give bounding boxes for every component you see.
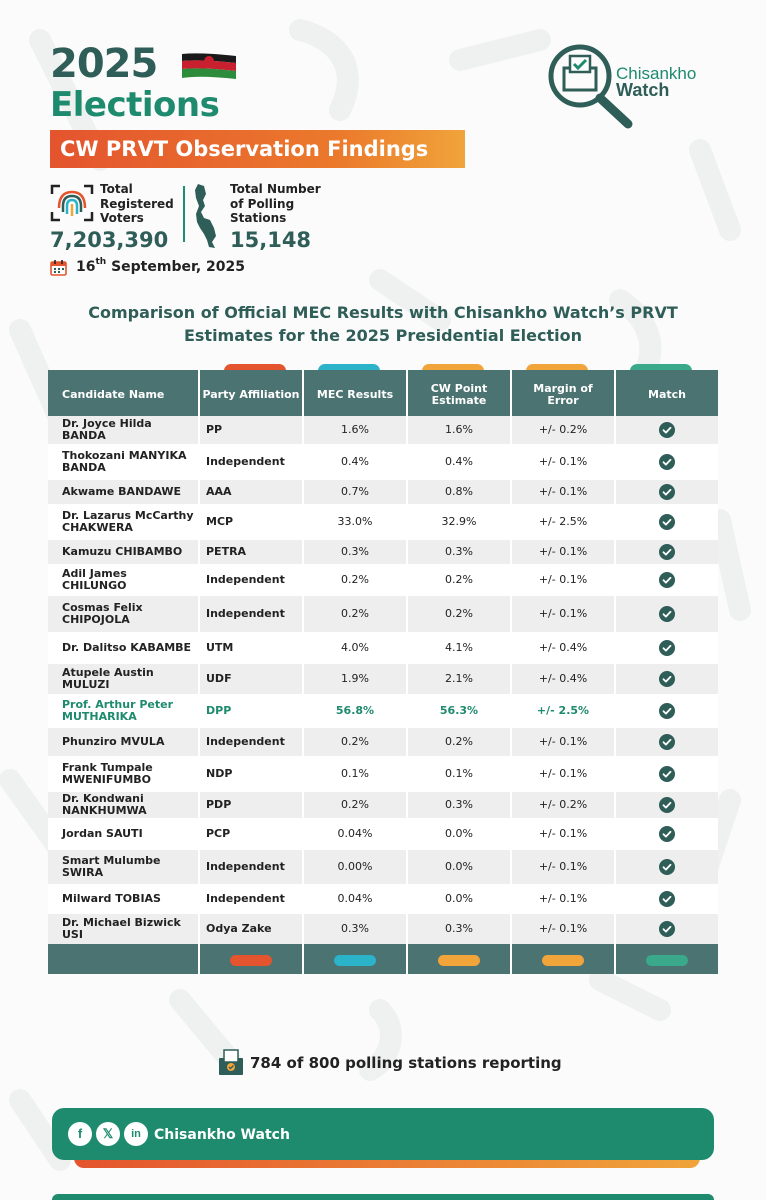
candidate-name-cell: Thokozani MANYIKA BANDA [48, 444, 199, 480]
party-cell: Independent [199, 564, 303, 596]
cw-estimate-cell: 0.0% [407, 884, 511, 914]
facebook-icon[interactable]: f [68, 1122, 92, 1146]
check-icon [659, 921, 675, 937]
table-body [48, 416, 718, 944]
match-cell [615, 884, 718, 914]
social-handle[interactable]: Chisankho Watch [154, 1127, 290, 1143]
mec-result-cell: 0.7% [303, 480, 407, 504]
party-cell: PCP [199, 818, 303, 850]
margin-of-error-cell: +/- 0.1% [511, 850, 615, 884]
header-match: Match [615, 370, 718, 416]
margin-of-error-cell: +/- 0.1% [511, 564, 615, 596]
comparison-title [0, 301, 766, 347]
candidate-name-cell: Dr. Dalitso KABAMBE [48, 632, 199, 664]
check-icon [659, 766, 675, 782]
polling-stations-label: Total Number of Polling Stations [230, 182, 321, 225]
x-twitter-icon[interactable]: 𝕏 [96, 1122, 120, 1146]
candidate-name-cell: Dr. Joyce Hilda BANDA [48, 416, 199, 444]
candidate-name-cell: Akwame BANDAWE [48, 480, 199, 504]
candidate-name-cell: Dr. Kondwani NANKHUMWA [48, 792, 199, 818]
mec-result-cell: 0.3% [303, 914, 407, 944]
cw-estimate-cell: 1.6% [407, 416, 511, 444]
cw-estimate-cell: 4.1% [407, 632, 511, 664]
candidate-name-cell: Atupele Austin MULUZI [48, 664, 199, 694]
check-icon [659, 572, 675, 588]
check-icon [659, 422, 675, 438]
cw-estimate-cell: 0.1% [407, 756, 511, 792]
table-row [48, 792, 718, 818]
footer-pill [646, 955, 688, 966]
party-cell: Odya Zake [199, 914, 303, 944]
candidate-name-cell: Adil James CHILUNGO [48, 564, 199, 596]
cw-estimate-cell: 0.4% [407, 444, 511, 480]
mec-result-cell: 33.0% [303, 504, 407, 540]
registered-voters-value: 7,203,390 [50, 228, 169, 252]
mec-result-cell: 0.2% [303, 792, 407, 818]
table-footer-row [48, 944, 718, 974]
check-icon [659, 891, 675, 907]
table-row [48, 632, 718, 664]
header-moe [511, 370, 615, 416]
date-day: 16 [76, 259, 96, 275]
mec-result-cell: 0.3% [303, 540, 407, 564]
party-cell: NDP [199, 756, 303, 792]
candidate-name-cell: Jordan SAUTI [48, 818, 199, 850]
check-icon [659, 544, 675, 560]
margin-of-error-cell: +/- 0.2% [511, 792, 615, 818]
mec-result-cell: 1.6% [303, 416, 407, 444]
check-icon [659, 606, 675, 622]
comparison-title-line2: Estimates for the 2025 Presidential Election [183, 326, 583, 345]
footer-pill [334, 955, 376, 966]
party-cell: Independent [199, 728, 303, 756]
date-suffix: th [95, 257, 107, 267]
margin-of-error-cell: +/- 0.1% [511, 480, 615, 504]
party-cell: Independent [199, 444, 303, 480]
party-cell: DPP [199, 694, 303, 728]
party-cell: MCP [199, 504, 303, 540]
cw-estimate-cell: 0.2% [407, 728, 511, 756]
header-moe-text: Margin of Error [533, 382, 593, 407]
mec-result-cell: 0.2% [303, 728, 407, 756]
party-cell: Independent [199, 884, 303, 914]
header-party: Party Affiliation [199, 370, 303, 416]
table-row [48, 756, 718, 792]
party-cell: Independent [199, 596, 303, 632]
reporting-text: 784 of 800 polling stations reporting [250, 1054, 562, 1072]
cw-estimate-cell: 0.3% [407, 914, 511, 944]
footer-cell [407, 944, 511, 974]
party-cell: PP [199, 416, 303, 444]
match-cell [615, 914, 718, 944]
party-cell: PDP [199, 792, 303, 818]
candidate-name-cell: Prof. Arthur Peter MUTHARIKA [48, 694, 199, 728]
cw-estimate-cell: 56.3% [407, 694, 511, 728]
check-icon [659, 703, 675, 719]
check-icon [659, 454, 675, 470]
margin-of-error-cell: +/- 0.1% [511, 596, 615, 632]
party-cell: AAA [199, 480, 303, 504]
footer-cell [303, 944, 407, 974]
candidate-name-cell: Milward TOBIAS [48, 884, 199, 914]
mec-result-cell: 4.0% [303, 632, 407, 664]
party-cell: UTM [199, 632, 303, 664]
footer-pill [230, 955, 272, 966]
fingerprint-icon [50, 184, 94, 222]
logo-text-chisankho: Chisankho [616, 64, 697, 83]
table-row [48, 664, 718, 694]
table-row [48, 444, 718, 480]
table-header-row [48, 370, 718, 416]
check-icon [659, 826, 675, 842]
margin-of-error-cell: +/- 0.2% [511, 416, 615, 444]
table-row [48, 504, 718, 540]
margin-of-error-cell: +/- 2.5% [511, 694, 615, 728]
findings-banner: CW PRVT Observation Findings [50, 130, 465, 168]
report-date [76, 259, 245, 275]
check-icon [659, 797, 675, 813]
match-cell [615, 444, 718, 480]
table-row [48, 728, 718, 756]
party-cell: Independent [199, 850, 303, 884]
cw-estimate-cell: 32.9% [407, 504, 511, 540]
mec-result-cell: 0.00% [303, 850, 407, 884]
party-cell: PETRA [199, 540, 303, 564]
table-row [48, 884, 718, 914]
table-row [48, 850, 718, 884]
polling-stations-value: 15,148 [230, 228, 312, 252]
margin-of-error-cell: +/- 0.1% [511, 728, 615, 756]
footer-cell [48, 944, 199, 974]
table-row [48, 818, 718, 850]
footer-cell [615, 944, 718, 974]
match-cell [615, 504, 718, 540]
table-row [48, 540, 718, 564]
margin-of-error-cell: +/- 0.4% [511, 632, 615, 664]
mec-result-cell: 0.1% [303, 756, 407, 792]
mec-result-cell: 0.04% [303, 818, 407, 850]
header-cw-text: CW Point Estimate [430, 382, 488, 407]
margin-of-error-cell: +/- 0.1% [511, 540, 615, 564]
linkedin-icon[interactable]: in [124, 1122, 148, 1146]
match-cell [615, 818, 718, 850]
match-cell [615, 756, 718, 792]
cw-estimate-cell: 2.1% [407, 664, 511, 694]
match-cell [615, 540, 718, 564]
margin-of-error-cell: +/- 2.5% [511, 504, 615, 540]
match-cell [615, 728, 718, 756]
elections-heading: Elections [50, 85, 220, 125]
check-icon [659, 734, 675, 750]
stats-divider [183, 186, 185, 242]
year-heading: 2025 [50, 41, 158, 87]
candidate-name-cell: Phunziro MVULA [48, 728, 199, 756]
cw-estimate-cell: 0.3% [407, 792, 511, 818]
cw-estimate-cell: 0.2% [407, 596, 511, 632]
margin-of-error-cell: +/- 0.4% [511, 664, 615, 694]
mec-result-cell: 0.04% [303, 884, 407, 914]
mec-result-cell: 56.8% [303, 694, 407, 728]
candidate-name-cell: Smart Mulumbe SWIRA [48, 850, 199, 884]
logo-text-watch: Watch [616, 80, 670, 100]
match-cell [615, 564, 718, 596]
ballot-box-icon [218, 1048, 244, 1076]
bottom-strip [52, 1194, 714, 1200]
cw-estimate-cell: 0.2% [407, 564, 511, 596]
match-cell [615, 416, 718, 444]
footer-cell [511, 944, 615, 974]
results-table-container [48, 370, 718, 974]
match-cell [615, 632, 718, 664]
malawi-map-icon [192, 182, 222, 250]
match-cell [615, 792, 718, 818]
header-mec: MEC Results [303, 370, 407, 416]
check-icon [659, 859, 675, 875]
table-row [48, 914, 718, 944]
match-cell [615, 694, 718, 728]
mec-result-cell: 0.4% [303, 444, 407, 480]
candidate-name-cell: Dr. Michael Bizwick USI [48, 914, 199, 944]
social-bar [52, 1108, 714, 1160]
margin-of-error-cell: +/- 0.1% [511, 444, 615, 480]
header-candidate: Candidate Name [48, 370, 199, 416]
table-row [48, 564, 718, 596]
reporting-status [218, 1048, 562, 1078]
check-icon [659, 484, 675, 500]
margin-of-error-cell: +/- 0.1% [511, 756, 615, 792]
margin-of-error-cell: +/- 0.1% [511, 914, 615, 944]
candidate-name-cell: Kamuzu CHIBAMBO [48, 540, 199, 564]
cw-estimate-cell: 0.0% [407, 818, 511, 850]
party-cell: UDF [199, 664, 303, 694]
check-icon [659, 514, 675, 530]
margin-of-error-cell: +/- 0.1% [511, 818, 615, 850]
candidate-name-cell: Dr. Lazarus McCarthy CHAKWERA [48, 504, 199, 540]
candidate-name-cell: Frank Tumpale MWENIFUMBO [48, 756, 199, 792]
table-row [48, 596, 718, 632]
table-row [48, 416, 718, 444]
footer-pill [438, 955, 480, 966]
mec-result-cell: 0.2% [303, 564, 407, 596]
match-cell [615, 480, 718, 504]
footer-pill [542, 955, 584, 966]
check-icon [659, 640, 675, 656]
match-cell [615, 596, 718, 632]
date-month-year: September, 2025 [106, 259, 245, 275]
cw-estimate-cell: 0.0% [407, 850, 511, 884]
table-row [48, 480, 718, 504]
cw-estimate-cell: 0.8% [407, 480, 511, 504]
results-table [48, 370, 718, 974]
header-cw [407, 370, 511, 416]
candidate-name-cell: Cosmas Felix CHIPOJOLA [48, 596, 199, 632]
table-row [48, 694, 718, 728]
registered-voters-label: Total Registered Voters [100, 182, 174, 225]
match-cell [615, 664, 718, 694]
malawi-flag-icon [180, 52, 238, 82]
margin-of-error-cell: +/- 0.1% [511, 884, 615, 914]
footer-cell [199, 944, 303, 974]
match-cell [615, 850, 718, 884]
calendar-icon [50, 259, 67, 276]
mec-result-cell: 0.2% [303, 596, 407, 632]
comparison-title-line1: Comparison of Official MEC Results with Chisankho Watch’s PRVT [88, 303, 678, 322]
mec-result-cell: 1.9% [303, 664, 407, 694]
check-icon [659, 671, 675, 687]
cw-estimate-cell: 0.3% [407, 540, 511, 564]
